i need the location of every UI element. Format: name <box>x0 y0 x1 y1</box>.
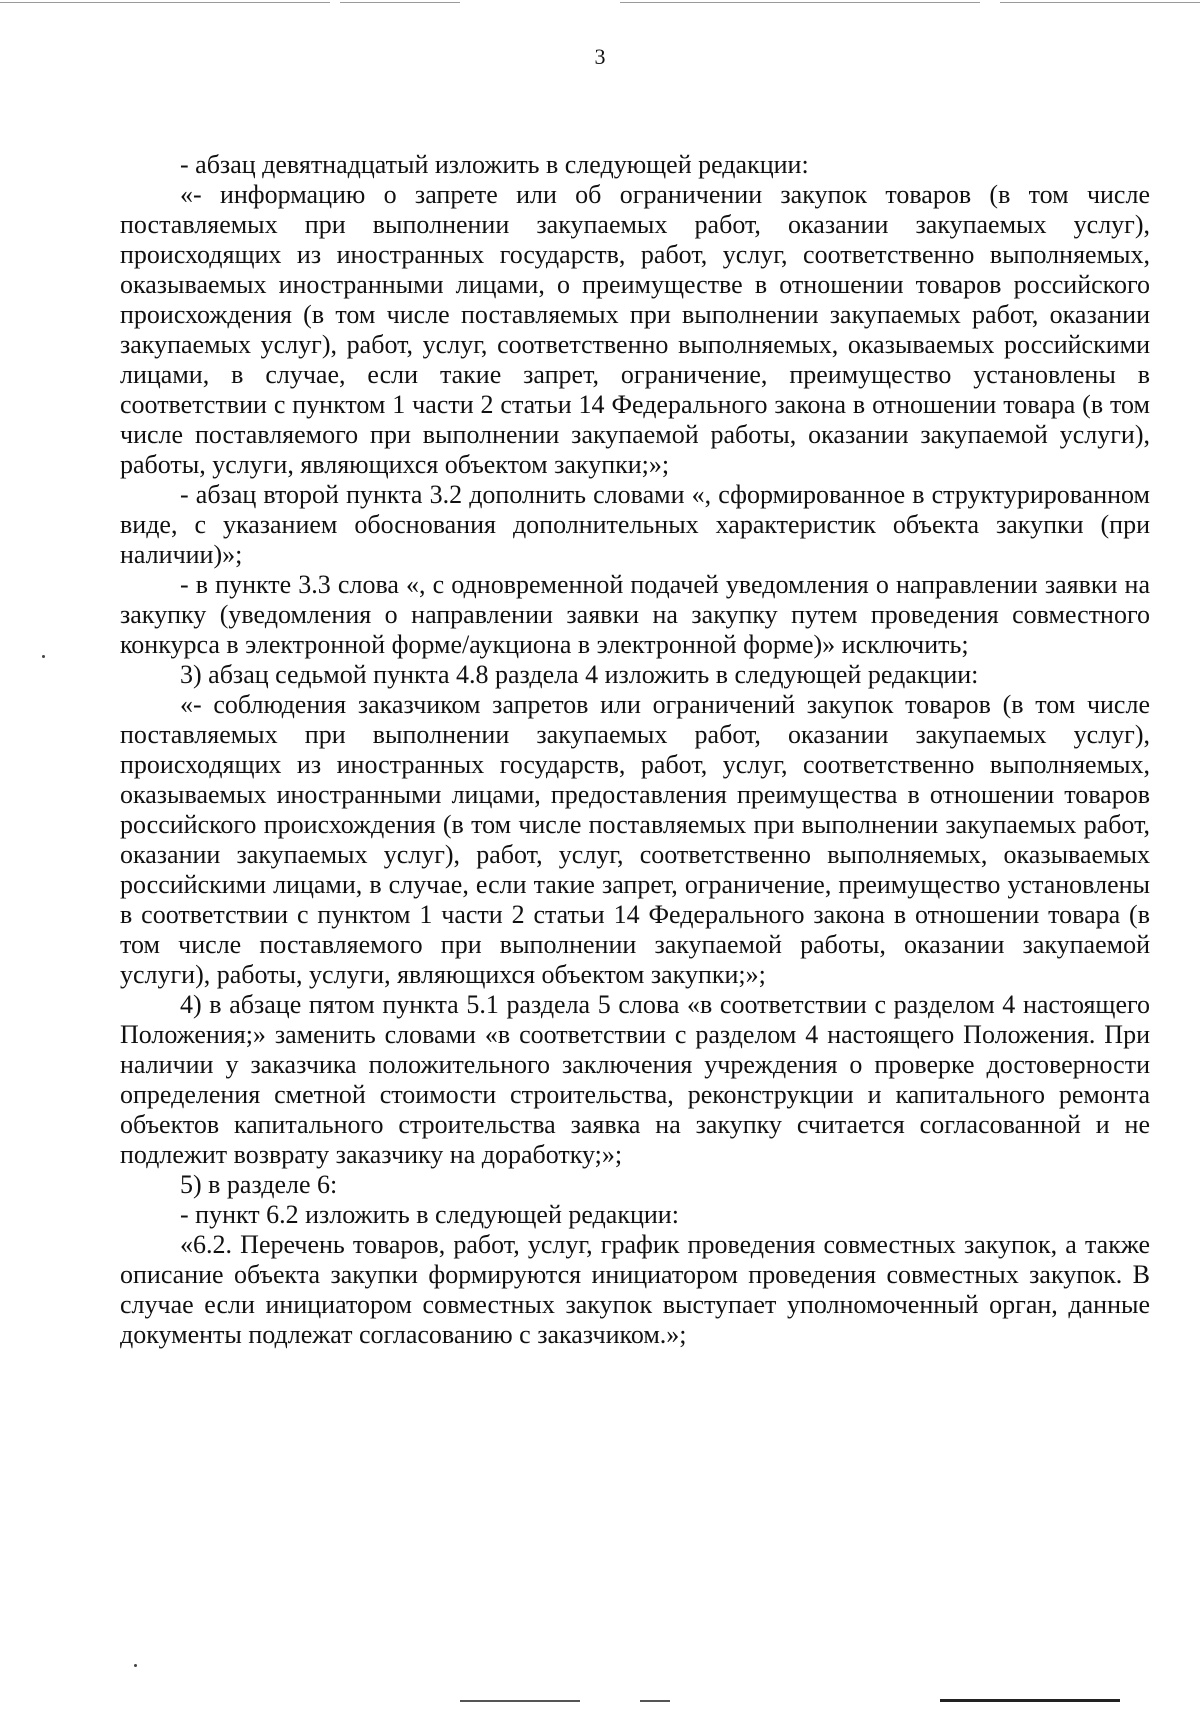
scan-footer-mark <box>460 1700 580 1702</box>
page-number: 3 <box>594 44 606 69</box>
scan-speck <box>134 1664 137 1667</box>
scan-edge-line <box>340 2 460 3</box>
scan-footer-mark <box>940 1699 1120 1702</box>
paragraph: - абзац девятнадцатый изложить в следующей редакции: <box>180 150 809 179</box>
document-body <box>120 150 1150 1350</box>
paragraph: 5) в разделе 6: <box>180 1170 338 1199</box>
paragraph: «- информацию о запрете или об ограничении закупок товаров (в том числе поставляемых при выполнении закупаемых работ, оказании закупаемых услуг), происходящих из иностранных государств, работ, услуг, соответственно выполняемых, оказываемых иностранными лицами, о преимуществе в отношении товаров российского происхождения (в том числе поставляемых при выполнении закупаемых работ, оказании закупаемых услуг), работ, услуг, соответственно выполняемых, оказываемых российскими лицами, в случае, если такие запрет, ограничение, преимущество установлены в соответствии с пунктом 1 части 2 статьи 14 Федерального закона в отношении товара (в том числе поставляемого при выполнении закупаемой работы, оказании закупаемой услуги), работы, услуги, являющихся объектом закупки;»; <box>120 180 1150 479</box>
paragraph: 4) в абзаце пятом пункта 5.1 раздела 5 слова «в соответствии с разделом 4 настоящего Положения;» заменить словами «в соответствии с разделом 4 настоящего Положения. При наличии у заказчика положительного заключения учреждения о проверке достоверности определения сметной стоимости строительства, реконструкции и капитального ремонта объектов капитального строительства заявка на закупку считается согласованной и не подлежит возврату заказчику на доработку;»; <box>120 990 1150 1169</box>
paragraph: - пункт 6.2 изложить в следующей редакции: <box>180 1200 679 1229</box>
scan-edge-line <box>1000 2 1200 3</box>
paragraph: - абзац второй пункта 3.2 дополнить словами «, сформированное в структурированном виде, с указанием обоснования дополнительных характеристик объекта закупки (при наличии)»; <box>120 480 1150 569</box>
paragraph: 3) абзац седьмой пункта 4.8 раздела 4 изложить в следующей редакции: <box>180 660 979 689</box>
scan-edge-line <box>620 2 980 3</box>
scan-speck <box>42 655 45 658</box>
paragraph: - в пункте 3.3 слова «, с одновременной подачей уведомления о направлении заявки на закупку (уведомления о направлении заявки на закупку путем проведения совместного конкурса в электронной форме/аукциона в электронной форме)» исключить; <box>120 570 1150 659</box>
paragraph: «- соблюдения заказчиком запретов или ограничений закупок товаров (в том числе поставляемых при выполнении закупаемых работ, оказании закупаемых услуг), происходящих из иностранных государств, работ, услуг, соответственно выполняемых, оказываемых иностранными лицами, предоставления преимущества в отношении товаров российского происхождения (в том числе поставляемых при выполнении закупаемых работ, оказании закупаемых услуг), работ, услуг, соответственно выполняемых, оказываемых российскими лицами, в случае, если такие запрет, ограничение, преимущество установлены в соответствии с пунктом 1 части 2 статьи 14 Федерального закона в отношении товара (в том числе поставляемого при выполнении закупаемой работы, оказании закупаемой услуги), работы, услуги, являющихся объектом закупки;»; <box>120 690 1150 989</box>
paragraph: «6.2. Перечень товаров, работ, услуг, график проведения совместных закупок, а также описание объекта закупки формируются инициатором проведения совместных закупок. В случае если инициатором совместных закупок выступает уполномоченный орган, данные документы подлежат согласованию с заказчиком.»; <box>120 1230 1150 1349</box>
scan-footer-mark <box>640 1700 670 1702</box>
scan-edge-line <box>0 2 330 3</box>
